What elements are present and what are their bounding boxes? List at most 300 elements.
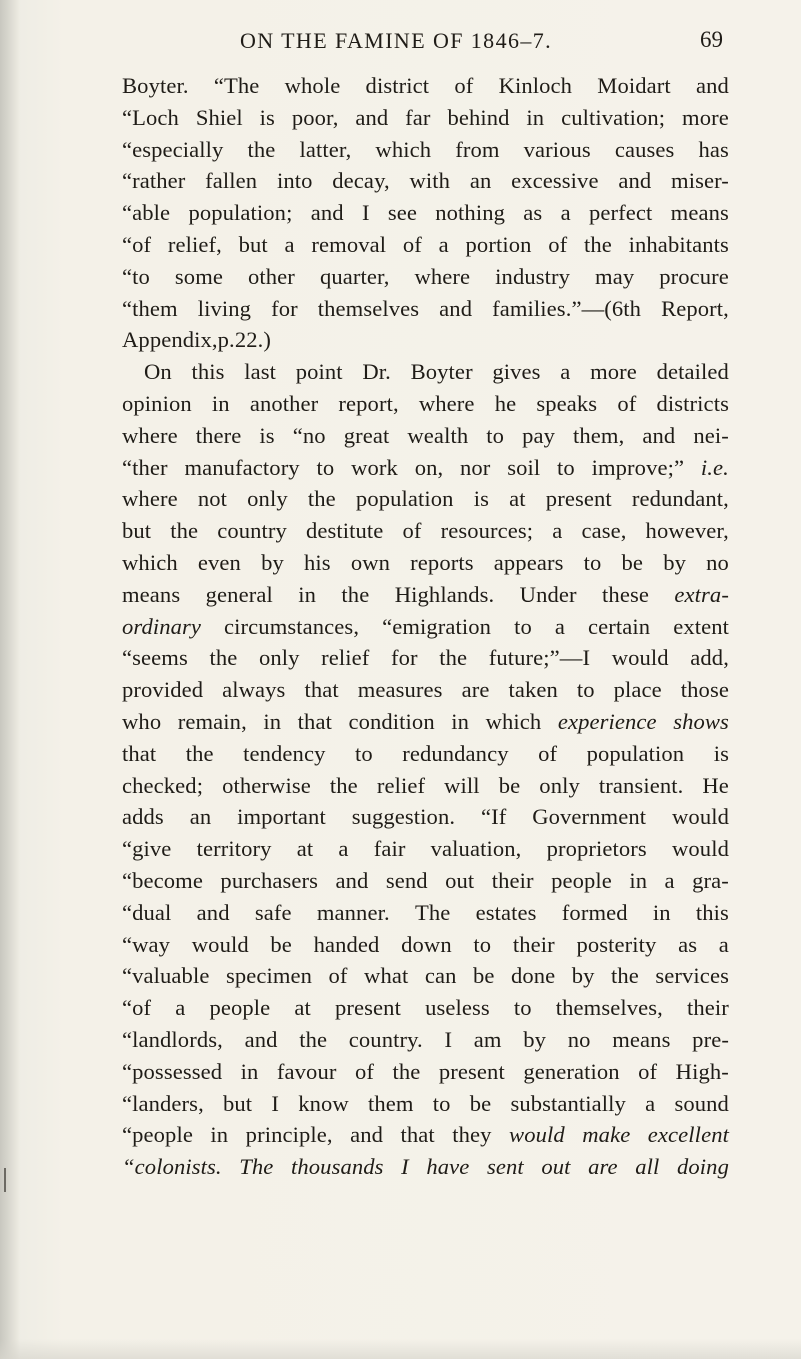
text-word: present [335, 995, 401, 1021]
text-word: for [390, 645, 418, 671]
text-word: experience [557, 708, 657, 734]
text-word: would [509, 1122, 565, 1148]
text-word: of [402, 231, 422, 257]
text-word: The [239, 1154, 274, 1180]
text-word: of [617, 390, 637, 416]
text-line [122, 865, 729, 897]
text-word: certain [588, 613, 651, 639]
text-word: more [682, 104, 729, 130]
text-word: cultivation; [561, 104, 666, 130]
text-word: a [175, 995, 186, 1021]
text-word: and [196, 899, 230, 925]
text-word: to [354, 740, 373, 766]
text-word: a [560, 359, 571, 385]
text-word: of [354, 1058, 374, 1084]
text-word: the [209, 645, 238, 671]
text-word: valuation, [430, 836, 522, 862]
text-word: relief [376, 772, 426, 798]
text-word: He [702, 772, 729, 798]
text-word: reports [410, 549, 474, 575]
text-word: speaks [536, 390, 598, 416]
text-word: the [170, 518, 199, 544]
text-word: Appendix, [122, 327, 218, 353]
text-line [122, 452, 729, 484]
text-line [122, 738, 729, 770]
text-word: formed [561, 899, 628, 925]
text-word: for [271, 295, 298, 321]
text-word: by [523, 1026, 547, 1052]
text-word: down [401, 931, 452, 957]
text-word: with [409, 168, 451, 194]
text-word: relief [321, 645, 370, 671]
text-word: quarter, [319, 263, 390, 289]
text-word: “Loch [122, 104, 179, 130]
page-bottom-shadow [0, 1339, 801, 1359]
text-word: people [209, 995, 271, 1021]
text-line [122, 1024, 729, 1056]
text-word: the [329, 772, 358, 798]
text-word: can [424, 963, 457, 989]
text-word: a [438, 231, 449, 257]
text-word: as [523, 200, 543, 226]
text-word: generation [523, 1058, 620, 1084]
text-word: “of [122, 231, 152, 257]
text-word: causes [614, 136, 675, 162]
text-word: soil [507, 454, 541, 480]
text-word: in [210, 1122, 229, 1148]
text-word: his [304, 549, 331, 575]
text-word: Report, [661, 295, 729, 321]
text-line [122, 770, 729, 802]
text-word: which [122, 549, 178, 575]
text-word: case, [581, 518, 627, 544]
text-word: they [452, 1122, 492, 1148]
text-word: them, [573, 422, 625, 448]
text-line [122, 261, 729, 293]
text-word: are [588, 1154, 618, 1180]
text-word: and [244, 1026, 278, 1052]
text-word: is [259, 422, 275, 448]
text-word: even [197, 549, 241, 575]
text-word: “no [292, 422, 326, 448]
text-line [122, 960, 729, 992]
text-word: in [263, 708, 282, 734]
text-word: be [498, 772, 521, 798]
text-word: in [629, 867, 648, 893]
text-word: means [670, 200, 729, 226]
text-word: and [310, 200, 344, 226]
text-word: of [328, 963, 348, 989]
text-word: in [652, 899, 671, 925]
text-word: at [294, 995, 311, 1021]
text-word: “to [122, 263, 150, 289]
text-word: “possessed [122, 1058, 223, 1084]
text-word: decay, [332, 168, 390, 194]
text-word: The [414, 899, 451, 925]
text-word: “seems [122, 645, 188, 671]
text-word: them [367, 1090, 414, 1116]
text-word: themselves, [555, 995, 663, 1021]
text-word: be [621, 549, 644, 575]
text-line [122, 674, 729, 706]
text-word: important [237, 804, 326, 830]
text-word: “give [122, 836, 172, 862]
text-word: nor [460, 454, 491, 480]
text-word: of [638, 1058, 658, 1084]
text-word: living [197, 295, 252, 321]
text-line [122, 102, 729, 134]
text-word: sound [674, 1090, 729, 1116]
text-word: those [680, 677, 729, 703]
text-word: “able [122, 200, 171, 226]
text-word: pre- [692, 1026, 729, 1052]
text-word: proprietors [546, 836, 647, 862]
text-word: families.”—(6th [492, 295, 642, 321]
text-word: but [238, 231, 268, 257]
text-word: in [298, 581, 317, 607]
text-word: transient. [598, 772, 684, 798]
text-word: “landlords, [122, 1026, 223, 1052]
text-word: 22.) [234, 327, 271, 353]
text-word: of [548, 231, 568, 257]
text-word: a [645, 1090, 656, 1116]
text-word: “landers, [122, 1090, 204, 1116]
text-word: their [512, 931, 555, 957]
text-word: into [276, 168, 313, 194]
text-word: shows [673, 708, 729, 734]
text-word: Under [519, 581, 577, 607]
text-word: opinion [122, 390, 192, 416]
text-word: safe [254, 899, 292, 925]
text-word: are [461, 677, 490, 703]
text-word: improve;” [591, 454, 685, 480]
text-word: Boyter. [122, 73, 189, 98]
text-word: gives [492, 359, 541, 385]
text-word: may [595, 263, 635, 289]
text-word: extent [673, 613, 729, 639]
text-word: behind [447, 104, 510, 130]
text-word: doing [677, 1154, 729, 1180]
text-line [122, 197, 729, 229]
text-word: a [718, 931, 729, 957]
text-word: various [523, 136, 591, 162]
text-word: only [539, 772, 580, 798]
text-word: their [491, 867, 534, 893]
page-binding-edge [0, 0, 20, 1359]
text-word: remain, [177, 708, 247, 734]
text-word: district [365, 73, 430, 98]
text-word: nei- [693, 422, 729, 448]
text-word: general [205, 581, 273, 607]
text-word: handed [313, 931, 380, 957]
text-word: however, [645, 518, 729, 544]
text-word: in [211, 390, 230, 416]
text-word: would [611, 645, 669, 671]
text-word: be [270, 931, 292, 957]
text-word: far [405, 104, 431, 130]
text-line [122, 483, 729, 515]
running-title: ON THE FAMINE OF 1846–7. [240, 28, 553, 53]
text-line [122, 1088, 729, 1120]
text-word: where [122, 422, 178, 448]
text-word: the [392, 1058, 421, 1084]
text-word: point [295, 359, 343, 385]
text-word: thousands [291, 1154, 384, 1180]
text-word: I [401, 1154, 409, 1180]
text-word: in [240, 1058, 259, 1084]
text-word: a [560, 200, 571, 226]
text-word: and [439, 295, 473, 321]
text-word: will [444, 772, 480, 798]
text-word: last [244, 359, 277, 385]
text-line [122, 420, 729, 452]
text-word: “them [122, 295, 178, 321]
text-word: no [567, 1026, 591, 1052]
text-word: the [584, 231, 612, 257]
text-word: “people [122, 1122, 193, 1148]
text-word: he [494, 390, 517, 416]
text-word: extra- [674, 581, 729, 607]
text-word: out [445, 867, 475, 893]
text-word: poor, [291, 104, 339, 130]
text-word: is [259, 104, 275, 130]
text-word: gra- [692, 867, 729, 893]
text-word: “way [122, 931, 171, 957]
text-word: redundancy [402, 740, 509, 766]
text-word: report, [338, 390, 399, 416]
text-word: principle, [245, 1122, 333, 1148]
text-word: checked; [122, 772, 204, 798]
text-word: fair [373, 836, 406, 862]
text-word: know [298, 1090, 349, 1116]
text-word: miser- [671, 168, 729, 194]
text-word: has [698, 136, 729, 162]
text-word: who [122, 708, 162, 734]
text-word: I [444, 1026, 453, 1052]
text-line [122, 929, 729, 961]
text-line [122, 897, 729, 929]
text-word: Moidart [597, 73, 671, 98]
text-word: inhabitants [628, 231, 729, 257]
text-word: and [350, 1122, 384, 1148]
text-word: a [338, 836, 349, 862]
text-word: a [284, 231, 295, 257]
text-word: otherwise [222, 772, 311, 798]
text-word: and [618, 168, 652, 194]
text-word: from [455, 136, 500, 162]
text-word: country [217, 518, 287, 544]
text-word: means [122, 581, 181, 607]
text-word: “especially [122, 136, 224, 162]
text-word: “emigration [382, 613, 492, 639]
text-word: by [261, 549, 284, 575]
binding-mark [4, 1168, 6, 1192]
text-word: and [335, 867, 369, 893]
text-word: their [686, 995, 729, 1021]
text-word: detailed [656, 359, 729, 385]
text-word: themselves [317, 295, 420, 321]
text-word: and [355, 104, 389, 130]
text-word: there [195, 422, 242, 448]
text-word: these [602, 581, 649, 607]
text-word: to [514, 613, 532, 639]
text-word: that [122, 740, 157, 766]
text-word: to [513, 995, 532, 1021]
text-word: specimen [225, 963, 313, 989]
text-word: posterity [576, 931, 657, 957]
text-word: Government [532, 804, 647, 830]
text-word: would [671, 836, 729, 862]
text-word: by [663, 549, 686, 575]
text-word: territory [196, 836, 272, 862]
text-word: suggestion. [351, 804, 456, 830]
text-word: favour [276, 1058, 337, 1084]
text-word: at [296, 836, 314, 862]
text-word: in [451, 708, 470, 734]
text-word: done [510, 963, 556, 989]
text-word: of [402, 518, 422, 544]
text-word: adds [122, 804, 164, 830]
text-word: sent [486, 1154, 524, 1180]
text-word: manufactory [184, 454, 300, 480]
text-word: excellent [647, 1122, 729, 1148]
text-word: “of [122, 995, 152, 1021]
text-word: the [185, 740, 214, 766]
text-word: i.e. [700, 454, 729, 480]
text-word: as [678, 931, 698, 957]
text-word: Boyter [410, 359, 473, 385]
text-word: population [355, 486, 454, 512]
text-word: am [473, 1026, 502, 1052]
text-word: some [174, 263, 223, 289]
text-word: country. [348, 1026, 423, 1052]
text-word: other [248, 263, 295, 289]
text-word: ordinary [122, 613, 202, 639]
text-word: be [469, 1090, 492, 1116]
body-text [122, 70, 729, 1183]
text-word: to [583, 549, 602, 575]
text-word: work [351, 454, 398, 480]
text-word: a [664, 867, 675, 893]
text-word: pay [522, 422, 555, 448]
text-word: I [271, 1090, 279, 1116]
text-word: “become [122, 867, 203, 893]
text-word: means [612, 1026, 671, 1052]
text-word: this [191, 359, 225, 385]
text-word: the [611, 963, 639, 989]
text-word: appears [493, 549, 564, 575]
text-word: of [538, 740, 558, 766]
text-word: always [222, 677, 286, 703]
text-word: own [350, 549, 391, 575]
text-word: have [426, 1154, 470, 1180]
text-word: wealth [407, 422, 469, 448]
text-word: measures [357, 677, 443, 703]
text-word: whole [284, 73, 341, 98]
text-word: make [582, 1122, 631, 1148]
text-word: condition [348, 708, 435, 734]
text-word: Kinloch [498, 73, 573, 98]
text-word: redundant, [631, 486, 729, 512]
text-word: on, [414, 454, 444, 480]
text-word: to [473, 931, 492, 957]
text-word: Highlands. [394, 581, 495, 607]
text-word: procure [659, 263, 729, 289]
text-word: great [343, 422, 390, 448]
text-word: an [189, 804, 212, 830]
text-word: this [695, 899, 729, 925]
text-word: destitute [305, 518, 384, 544]
text-word: and [696, 73, 729, 98]
text-line [122, 1119, 729, 1151]
text-word: tendency [243, 740, 326, 766]
text-word: but [122, 518, 152, 544]
text-word: what [364, 963, 409, 989]
text-word: “The [213, 73, 260, 98]
text-word: to [432, 1090, 451, 1116]
text-word: relief, [167, 231, 222, 257]
text-word: latter, [299, 136, 352, 162]
text-line [122, 579, 729, 611]
text-word: Shiel [195, 104, 243, 130]
text-word: present [438, 1058, 505, 1084]
text-word: substantially [510, 1090, 626, 1116]
text-word: the [341, 581, 370, 607]
text-word: the [307, 486, 336, 512]
text-word: manner. [316, 899, 390, 925]
text-word: no [706, 549, 729, 575]
text-line [122, 293, 729, 325]
text-word: see [387, 200, 417, 226]
text-word: only [247, 486, 288, 512]
text-word: a [552, 518, 563, 544]
text-line [122, 324, 729, 356]
text-word: “rather [122, 168, 186, 194]
text-word: portion [465, 231, 532, 257]
text-word: that [400, 1122, 435, 1148]
text-word: resources; [440, 518, 534, 544]
text-word: all [635, 1154, 660, 1180]
text-word: purchasers [220, 867, 319, 893]
text-word: “valuable [122, 963, 210, 989]
text-word: out [541, 1154, 571, 1180]
text-line [122, 706, 729, 738]
text-word: to [486, 422, 505, 448]
text-word: future;”—I [488, 645, 591, 671]
text-line [122, 642, 729, 674]
text-word: not [197, 486, 228, 512]
text-line [122, 547, 729, 579]
text-word: perfect [588, 200, 653, 226]
text-word: “colonists. [122, 1154, 222, 1180]
text-word: “ther [122, 454, 168, 480]
text-word: p. [217, 327, 235, 353]
text-word: and [642, 422, 676, 448]
text-word: more [590, 359, 637, 385]
text-word: useless [425, 995, 490, 1021]
text-word: to [557, 454, 575, 480]
text-word: provided [122, 677, 204, 703]
text-line [122, 1056, 729, 1088]
text-word: estates [475, 899, 537, 925]
text-line [122, 165, 729, 197]
text-line [122, 611, 729, 643]
text-word: which [485, 708, 542, 734]
text-line [122, 229, 729, 261]
text-line [122, 833, 729, 865]
text-line [122, 388, 729, 420]
text-word: removal [311, 231, 387, 257]
